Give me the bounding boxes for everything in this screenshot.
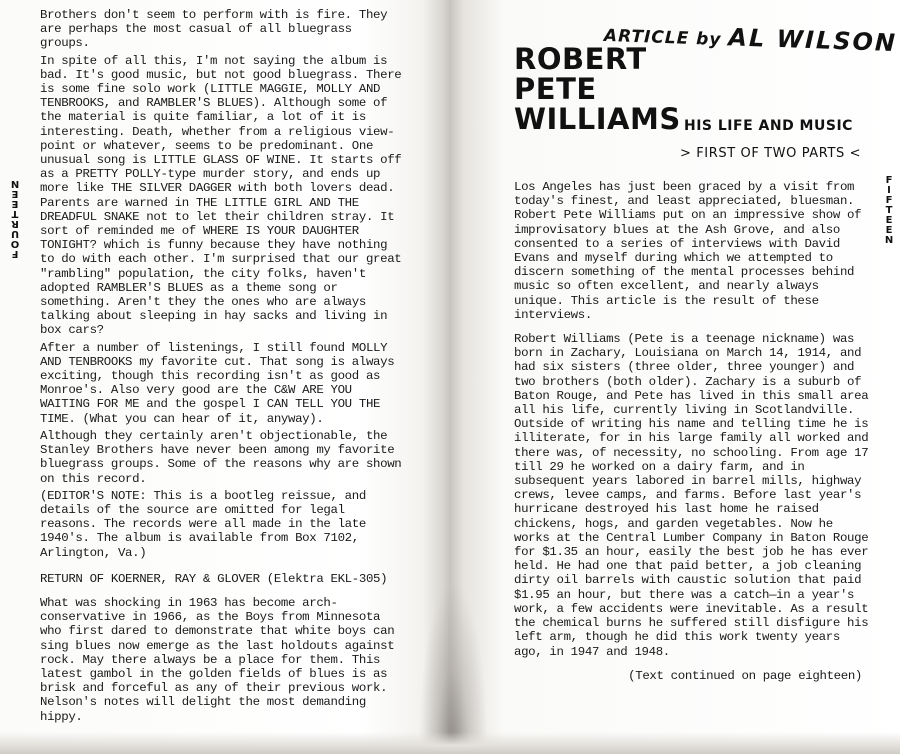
page-number-right — [884, 176, 894, 246]
continued-note: (Text continued on page eighteen) — [628, 668, 862, 683]
review-paragraph: After a number of listenings, I still found MOLLY AND TENBROOKS my favorite cut. That song is always exciting, though this recording isn't as good as Monroe's. Also very good are the C&W ARE YOU WAITING FOR ME and the gospel I CAN TELL YOU THE TIME. (What you can hear of it, anyway). — [40, 340, 395, 426]
folio-letter: E — [885, 215, 893, 226]
review-paragraph: In spite of all this, I'm not saying the album is bad. It's good music, but not good bluegrass. There is some fine solo work (LITTLE MAGGIE, MOLLY AND TENBROOKS, and RAMBLER'S BLUES). Although some of the material is quite familiar, a lot of it is interesting. Death, whether from a religious view-point or whatever, seems to be predominant. One unusual song is LITTLE GLASS OF WINE. It starts off as a PRETTY POLLY-type murder story, and ends up more like THE SILVER DAGGER with both lovers dead. Parents are warned in THE LITTLE GIRL AND THE DREADFUL SNAKE not to let their children stray. It sort of reminded me of WHERE IS YOUR DAUGHTER TONIGHT? which is funny because they have nothing to do with each other. I'm surprised that our great "rambling" population, the city folks, haven't adopted RAMBLER'S BLUES as a theme song or something. Aren't they the ones who are always talking about sleeping in hay sacks and living in box cars? — [40, 53, 402, 338]
left-page-text — [40, 8, 402, 727]
folio-letter: N — [884, 235, 894, 246]
title-line: PETE — [514, 72, 597, 106]
review-paragraph: Brothers don't seem to perform with is fire. They are perhaps the most casual of all bluegrass groups. — [40, 8, 388, 51]
folio-letter: T — [885, 205, 893, 216]
folio-letter: E — [11, 188, 19, 199]
folio-letter: F — [11, 248, 19, 259]
title-line: WILLIAMS — [514, 102, 681, 136]
folio-letter: N — [10, 178, 20, 189]
article-paragraph: Robert Williams (Pete is a teenage nickname) was born in Zachary, Louisiana on March 14, 1914, and had six sisters (three older, three younger) and two brothers (both older). Zachary is a suburb of Baton Rouge, and Pete has lived in this small area all his life, currently living in Scotlandville. Outside of writing his name and telling time he is illiterate, for in his large family all worked and there was, of necessity, no schooling. From age 17 till 29 he worked on a dairy farm, and in subsequent years labored in barrel mills, highway crews, levee camps, and farms. Before last year's hurricane destroyed his last home he raised chickens, hogs, and garden vegetables. Now he works at the Central Lumber Company in Baton Rouge for $1.35 an hour, easily the best job he has ever held. He had one that paid better, a job cleaning dirty oil barrels with caustic solution that paid $1.95 an hour, but there was a catch—in a year's work, a few accidents were inevitable. As a result the chemical burns he suffered still disfigure his left arm, though he did this work twenty years ago, in 1947 and 1948. — [514, 332, 869, 659]
folio-letter: T — [11, 208, 19, 219]
article-subtitle: HIS LIFE AND MUSIC — [684, 118, 853, 134]
article-paragraph: Los Angeles has just been graced by a visit from today's finest, and least appreciated, bluesman. Robert Pete Williams put on an impressive show of improvisatory blues at the Ash Grove, and also consented to a series of interviews with David Evans and myself during which we attempted to discern something of the mental processes behind music so often excellent, and nearly always unique. This article is the result of these interviews. — [514, 180, 862, 322]
article-title — [514, 44, 681, 134]
folio-letter: R — [11, 218, 19, 229]
title-line: ROBERT — [514, 42, 647, 76]
folio-letter: E — [11, 198, 19, 209]
folio-letter: O — [10, 238, 20, 249]
gutter-shadow — [418, 580, 488, 754]
folio-letter: I — [887, 185, 891, 196]
review-body: What was shocking in 1963 has become arch-conservative in 1966, as the Boys from Minnesota who first dared to demonstrate that white boys can sing blues now emerge as the last holdouts against rock. May there always be a place for them. This latest gambol in the golden fields of blues is as brisk and forceful as any of their previous work. Nelson's notes will delight the most demanding hippy. — [40, 595, 395, 724]
review-title: RETURN OF KOERNER, RAY & GLOVER (Elektra EKL-305) — [40, 571, 388, 586]
right-page-text — [514, 180, 870, 693]
page-bottom-edge — [0, 732, 900, 754]
byline-prefix: ARTICLE by — [603, 25, 722, 50]
folio-letter: E — [885, 225, 893, 236]
folio-letter: F — [885, 195, 893, 206]
byline-author: AL WILSON — [727, 23, 898, 58]
parts-note: > FIRST OF TWO PARTS < — [680, 146, 862, 161]
review-paragraph: Although they certainly aren't objectionable, the Stanley Brothers have never been among my favorite bluegrass groups. Some of the reasons why are shown on this record. — [40, 428, 402, 486]
page-number-left — [10, 178, 20, 258]
editors-note: (EDITOR'S NOTE: This is a bootleg reissue, and details of the source are omitted for legal reasons. The records were all made in the late 1940's. The album is available from Box 7102, Arlington, Va.) — [40, 488, 366, 560]
folio-letter: U — [10, 228, 20, 239]
folio-letter: F — [885, 175, 893, 186]
